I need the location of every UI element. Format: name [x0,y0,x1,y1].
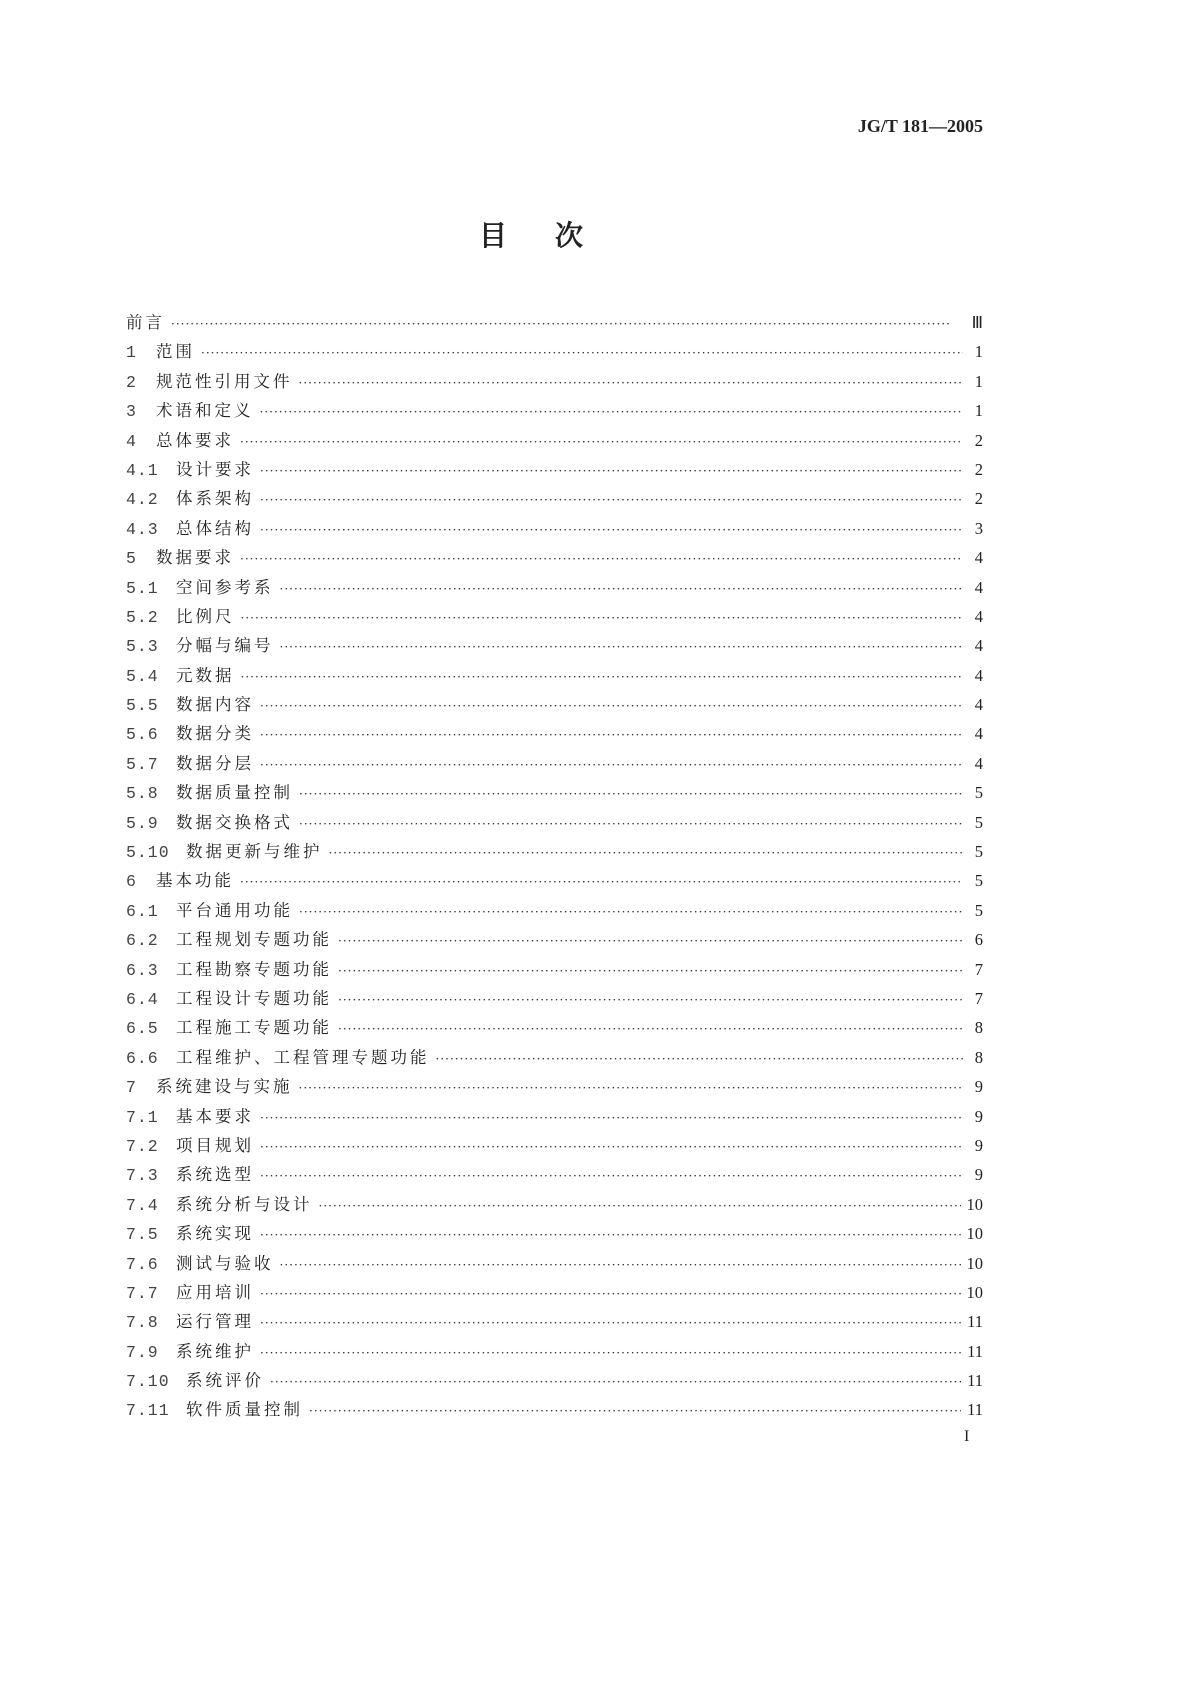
toc-entry-page: 7 [974,988,983,1008]
toc-entry[interactable] [126,985,983,1014]
toc-entry-title: 系统实现 [176,1224,254,1244]
dot-leader [260,758,963,772]
toc-entry-title: 工程勘察专题功能 [176,959,332,979]
toc-entry[interactable] [126,456,983,485]
toc-entry-number: 5.1 [126,578,159,598]
toc-entry[interactable] [126,779,983,808]
dot-leader [338,964,963,978]
toc-entry-number: 5.5 [126,696,159,716]
toc-entry-title: 数据要求 [156,548,234,568]
toc-entry[interactable] [126,574,983,603]
toc-entry-title: 数据分层 [176,753,254,773]
toc-entry-title: 体系架构 [176,489,254,509]
dot-leader [280,640,964,654]
toc-entry-number: 4.2 [126,490,159,510]
toc-entry-number: 6.1 [126,901,159,921]
toc-entry[interactable] [126,1132,983,1161]
toc-entry-number: 4 [126,431,137,451]
toc-entry[interactable] [126,750,983,779]
toc-entry-title: 系统评价 [186,1371,264,1391]
toc-entry-number: 5.2 [126,607,159,627]
toc-entry-title: 术语和定义 [156,401,254,421]
dot-leader [260,1287,961,1301]
page-folio: I [964,1428,970,1445]
toc-entry-title: 软件质量控制 [186,1400,303,1420]
toc-entry-title: 系统建设与实施 [156,1077,293,1097]
page-title: 目次 [478,219,631,252]
toc-entry-title: 总体要求 [156,430,234,450]
dot-leader [338,993,963,1007]
toc-entry-number: 6.3 [126,960,159,980]
dot-leader [299,787,963,801]
toc-entry[interactable] [126,427,983,456]
toc-entry-page: 2 [974,489,983,509]
toc-entry-number: 5.6 [126,725,159,745]
toc-entry[interactable] [126,544,983,573]
toc-entry-title: 平台通用功能 [176,900,293,920]
toc-entry-number: 7.10 [126,1372,170,1392]
toc-entry[interactable] [126,515,983,544]
dot-leader [299,376,964,390]
toc-entry-page: 8 [974,1047,983,1067]
toc-entry-number: 3 [126,402,137,422]
toc-entry-title: 数据更新与维护 [186,842,323,862]
toc-entry-page: 2 [974,430,983,450]
toc-entry-page: 4 [974,606,983,626]
toc-entry[interactable] [126,485,983,514]
toc-entry[interactable] [126,809,983,838]
toc-entry-page: 9 [974,1106,983,1126]
toc-entry-page: 11 [967,1312,983,1332]
toc-entry-title: 工程施工专题功能 [176,1018,332,1038]
toc-entry[interactable] [126,1279,983,1308]
toc-entry-title: 数据分类 [176,724,254,744]
dot-leader [240,875,963,889]
toc-entry[interactable] [126,1044,983,1073]
toc-entry[interactable] [126,397,983,426]
toc-entry-page: 11 [967,1371,983,1391]
toc-entry[interactable] [126,662,983,691]
toc-entry[interactable] [126,632,983,661]
toc-entry[interactable] [126,1338,983,1367]
toc-entry[interactable] [126,309,983,338]
toc-entry-number: 7.8 [126,1313,159,1333]
toc-entry-title: 基本要求 [176,1106,254,1126]
toc-entry-page: 5 [974,783,983,803]
toc-entry-page: 4 [974,636,983,656]
toc-entry-number: 7.3 [126,1166,159,1186]
toc-entry-page: 1 [974,371,983,391]
dot-leader [241,611,964,625]
dot-leader [309,1404,961,1418]
toc-entry-title: 工程规划专题功能 [176,930,332,950]
toc-entry-number: 5.4 [126,666,159,686]
toc-entry-page: 9 [974,1165,983,1185]
toc-entry-title: 数据交换格式 [176,812,293,832]
toc-entry[interactable] [126,1250,983,1279]
dot-leader [270,1375,961,1389]
toc-entry-page: 7 [974,959,983,979]
toc-entry-page: 5 [974,900,983,920]
toc-entry-page: 10 [966,1253,983,1273]
table-of-contents [126,309,983,1426]
toc-entry-page: 6 [974,930,983,950]
toc-entry[interactable] [126,1103,983,1132]
dot-leader [260,493,963,507]
toc-entry-page: 10 [966,1224,983,1244]
toc-entry[interactable] [126,897,983,926]
toc-entry-page: 4 [974,665,983,685]
toc-entry-title: 范围 [156,342,195,362]
dot-leader [280,582,964,596]
toc-entry-title: 数据质量控制 [176,783,293,803]
dot-leader [240,435,963,449]
toc-entry-page: 4 [974,695,983,715]
dot-leader [329,846,964,860]
toc-entry-title: 设计要求 [176,459,254,479]
toc-entry-number: 6 [126,872,137,892]
toc-entry-number: 7.7 [126,1283,159,1303]
toc-entry-page: 5 [974,842,983,862]
toc-entry-title: 系统选型 [176,1165,254,1185]
dot-leader [201,346,963,360]
toc-entry-number: 2 [126,372,137,392]
toc-entry-title: 测试与验收 [176,1253,274,1273]
toc-entry-number: 4.3 [126,519,159,539]
toc-entry[interactable] [126,1367,983,1396]
toc-entry-title: 工程设计专题功能 [176,988,332,1008]
toc-entry-page: 10 [966,1282,983,1302]
toc-entry-number: 5.8 [126,784,159,804]
dot-leader [338,1022,963,1036]
toc-entry-page: 1 [974,401,983,421]
dot-leader [260,1140,963,1154]
toc-entry-page: 5 [974,871,983,891]
toc-entry-page: 1 [974,342,983,362]
toc-entry-page: 4 [974,724,983,744]
toc-entry-page: 11 [967,1341,983,1361]
toc-entry-page: Ⅲ [971,313,983,332]
dot-leader [299,817,963,831]
dot-leader [319,1199,961,1213]
toc-entry-number: 6.6 [126,1048,159,1068]
toc-entry-page: 8 [974,1018,983,1038]
dot-leader [260,1316,961,1330]
dot-leader [260,1169,963,1183]
dot-leader [280,1258,961,1272]
toc-entry-number: 7.11 [126,1401,170,1421]
dot-leader [299,1081,964,1095]
toc-entry[interactable] [126,368,983,397]
toc-entry[interactable] [126,1308,983,1337]
toc-entry[interactable] [126,603,983,632]
toc-entry[interactable] [126,867,983,896]
dot-leader [436,1052,964,1066]
toc-entry[interactable] [126,1161,983,1190]
toc-entry-page: 3 [974,518,983,538]
toc-entry-title: 数据内容 [176,695,254,715]
toc-entry-title: 系统维护 [176,1341,254,1361]
toc-entry[interactable] [126,1396,983,1425]
toc-entry-page: 11 [967,1400,983,1420]
dot-leader [260,728,963,742]
toc-entry[interactable] [126,956,983,985]
toc-entry-number: 7.1 [126,1107,159,1127]
standard-number: JG/T 181—2005 [857,116,983,136]
toc-entry-title: 空间参考系 [176,577,274,597]
toc-entry-number: 5.10 [126,843,170,863]
dot-leader [240,552,963,566]
toc-entry[interactable] [126,1073,983,1102]
dot-leader [260,523,963,537]
toc-entry-title: 基本功能 [156,871,234,891]
toc-entry-title: 总体结构 [176,518,254,538]
toc-entry-title: 运行管理 [176,1312,254,1332]
toc-entry-number: 7 [126,1078,137,1098]
dot-leader [338,934,963,948]
dot-leader [260,405,964,419]
toc-entry-number: 5.9 [126,813,159,833]
toc-entry-number: 6.2 [126,931,159,951]
toc-entry[interactable] [126,838,983,867]
dot-leader [260,1228,961,1242]
dot-leader [260,699,963,713]
toc-entry[interactable] [126,338,983,367]
toc-entry-title: 工程维护、工程管理专题功能 [176,1047,430,1067]
toc-entry[interactable] [126,1191,983,1220]
toc-entry[interactable] [126,691,983,720]
toc-entry-title: 元数据 [176,665,235,685]
dot-leader [260,1346,961,1360]
dot-leader [260,464,963,478]
toc-entry[interactable] [126,1220,983,1249]
toc-entry-title: 项目规划 [176,1135,254,1155]
toc-entry-number: 5.7 [126,754,159,774]
toc-entry-number: 5 [126,549,137,569]
toc-entry-page: 2 [974,459,983,479]
toc-entry-page: 10 [966,1194,983,1214]
toc-entry-page: 4 [974,577,983,597]
toc-entry-page: 4 [974,548,983,568]
toc-entry-number: 7.6 [126,1254,159,1274]
dot-leader [260,1111,963,1125]
dot-leader [241,670,964,684]
toc-entry-page: 4 [974,753,983,773]
toc-entry-number: 1 [126,343,137,363]
toc-entry-number: 7.4 [126,1195,159,1215]
toc-entry-title: 应用培训 [176,1282,254,1302]
toc-entry-page: 5 [974,812,983,832]
toc-entry-number: 6.5 [126,1019,159,1039]
toc-entry-title: 前言 [126,313,165,332]
toc-entry-title: 系统分析与设计 [176,1194,313,1214]
toc-entry[interactable] [126,1014,983,1043]
toc-entry-number: 7.9 [126,1342,159,1362]
toc-entry-number: 7.5 [126,1225,159,1245]
dot-leader [171,317,963,331]
toc-entry-title: 规范性引用文件 [156,371,293,391]
toc-entry-page: 9 [974,1077,983,1097]
toc-entry-title: 比例尺 [176,606,235,626]
toc-entry[interactable] [126,720,983,749]
toc-entry-number: 6.4 [126,989,159,1009]
toc-entry-number: 4.1 [126,460,159,480]
toc-entry-number: 5.3 [126,637,159,657]
dot-leader [299,905,963,919]
toc-entry-number: 7.2 [126,1136,159,1156]
toc-entry[interactable] [126,926,983,955]
toc-entry-page: 9 [974,1135,983,1155]
toc-entry-title: 分幅与编号 [176,636,274,656]
